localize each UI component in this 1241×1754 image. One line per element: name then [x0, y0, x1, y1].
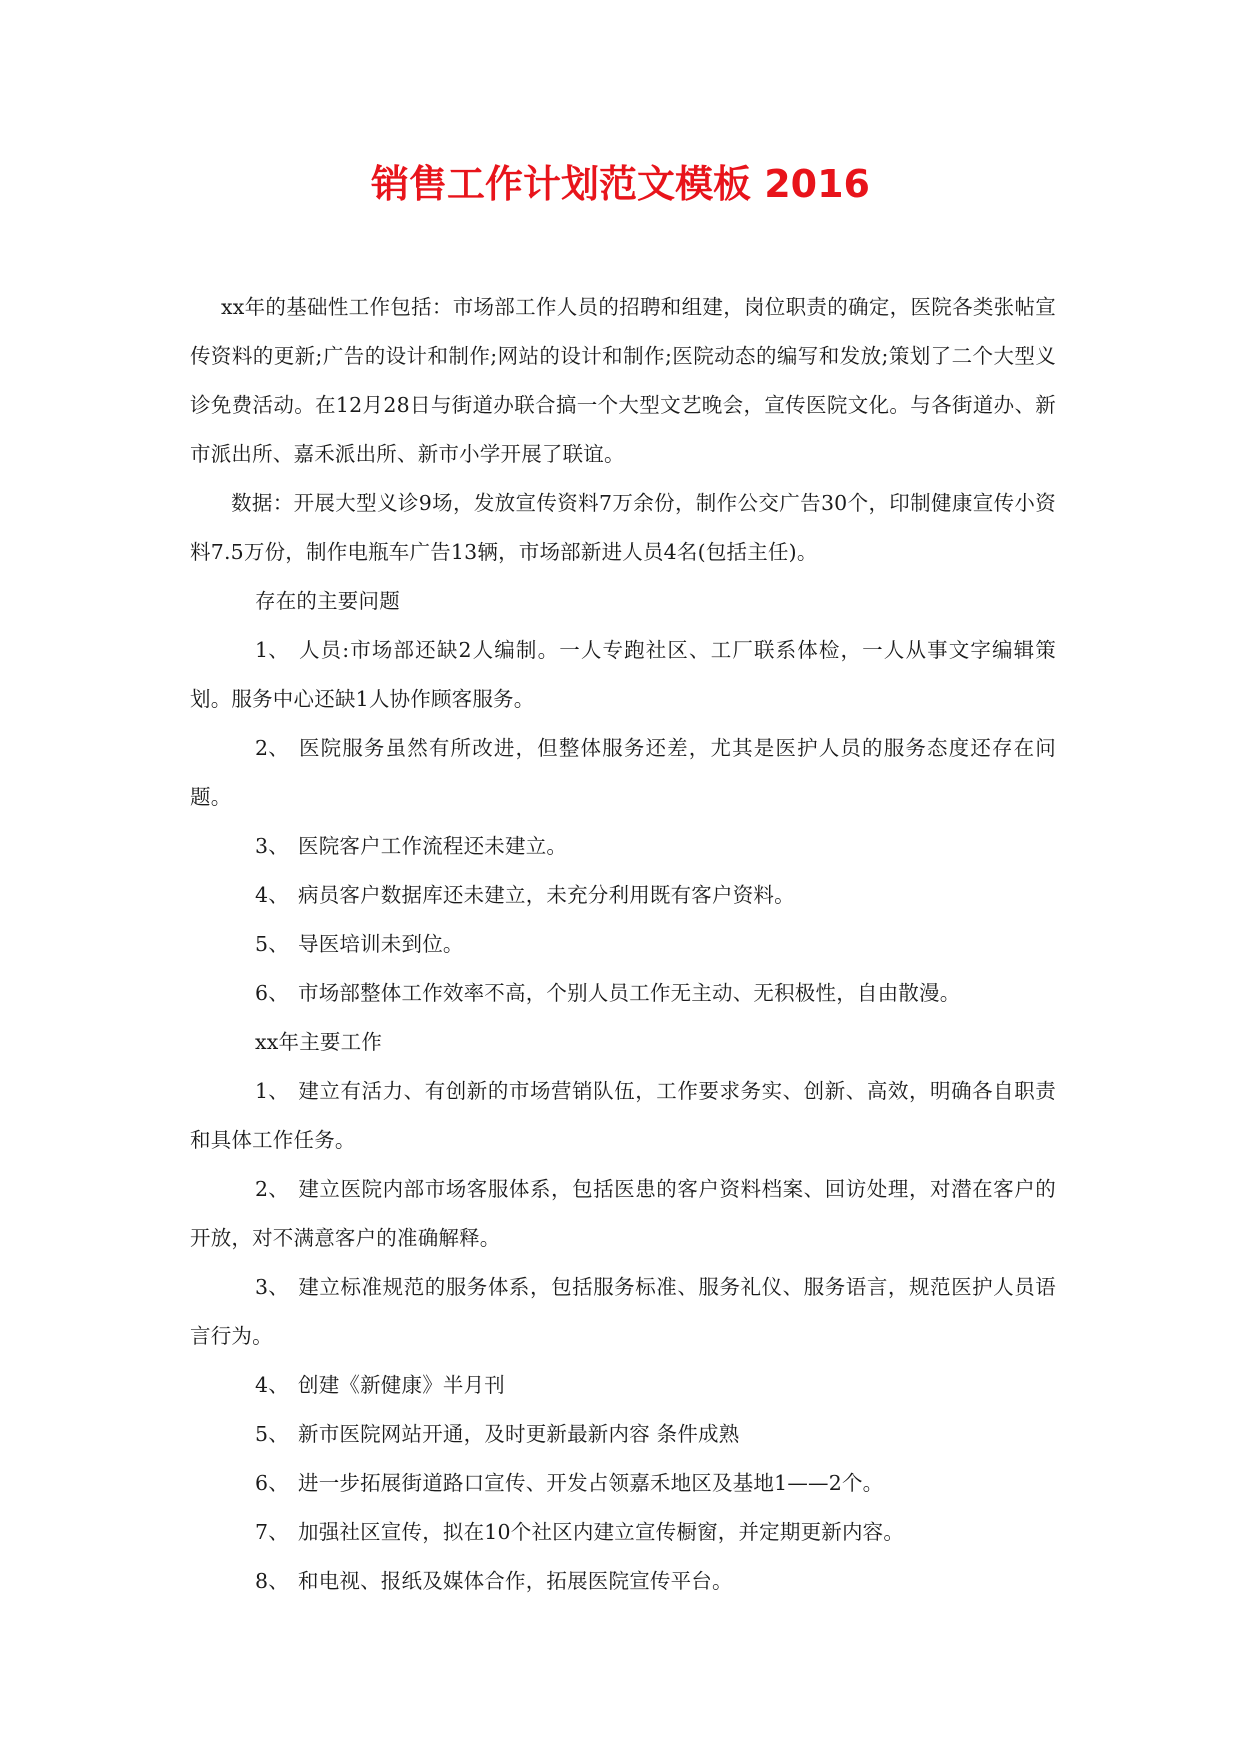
- list-item-number: 7、: [255, 1520, 289, 1544]
- document-body: [190, 283, 1056, 1606]
- list-item-text: 病员客户数据库还未建立，未充分利用既有客户资料。: [298, 883, 795, 907]
- tasks-heading: xx年主要工作: [255, 1030, 383, 1054]
- list-item-text: 医院客户工作流程还未建立。: [298, 834, 568, 858]
- list-item-text: 加强社区宣传，拟在10个社区内建立宣传橱窗，并定期更新内容。: [298, 1520, 905, 1544]
- list-item-text: 人员:市场部还缺2人编制。一人专跑社区、工厂联系体检，一人从事文字编辑策划。服务中心还缺1人协作顾客服务。: [190, 638, 1056, 711]
- list-item-number: 3、: [255, 1275, 289, 1299]
- data-paragraph: 数据：开展大型义诊9场，发放宣传资料7万余份，制作公交广告30个，印制健康宣传小资料7.5万份，制作电瓶车广告13辆，市场部新进人员4名(包括主任)。: [190, 491, 1056, 564]
- list-item-text: 建立有活力、有创新的市场营销队伍，工作要求务实、创新、高效，明确各自职责和具体工作任务。: [190, 1079, 1056, 1152]
- list-item-number: 2、: [255, 1177, 289, 1201]
- problems-heading: 存在的主要问题: [255, 589, 400, 613]
- list-item-text: 市场部整体工作效率不高，个别人员工作无主动、无积极性，自由散漫。: [298, 981, 961, 1005]
- list-item-text: 建立医院内部市场客服体系，包括医患的客户资料档案、回访处理，对潜在客户的开放，对不满意客户的准确解释。: [190, 1177, 1056, 1250]
- list-item-number: 5、: [255, 932, 289, 956]
- list-item-number: 4、: [255, 883, 289, 907]
- list-item: [190, 1263, 1056, 1361]
- list-item-number: 6、: [255, 1471, 289, 1495]
- list-item-text: 建立标准规范的服务体系，包括服务标准、服务礼仪、服务语言，规范医护人员语言行为。: [190, 1275, 1056, 1348]
- list-item: [190, 822, 1056, 871]
- list-item: [190, 1361, 1056, 1410]
- list-item-number: 8、: [255, 1569, 289, 1593]
- list-item-text: 创建《新健康》半月刊: [298, 1373, 505, 1397]
- list-item-text: 和电视、报纸及媒体合作，拓展医院宣传平台。: [298, 1569, 733, 1593]
- list-item-text: 新市医院网站开通，及时更新最新内容 条件成熟: [298, 1422, 740, 1446]
- list-item: [190, 871, 1056, 920]
- list-item: [190, 1459, 1056, 1508]
- list-item-number: 1、: [255, 1079, 289, 1103]
- list-item-text: 进一步拓展街道路口宣传、开发占领嘉禾地区及基地1——2个。: [298, 1471, 884, 1495]
- list-item-number: 6、: [255, 981, 289, 1005]
- list-item: [190, 1165, 1056, 1263]
- intro-paragraph: xx年的基础性工作包括：市场部工作人员的招聘和组建，岗位职责的确定，医院各类张帖宣传资料的更新;广告的设计和制作;网站的设计和制作;医院动态的编写和发放;策划了二个大型义诊免费活动。在12月28日与街道办联合搞一个大型文艺晚会，宣传医院文化。与各街道办、新市派出所、嘉禾派出所、新市小学开展了联谊。: [190, 295, 1056, 466]
- list-item-text: 医院服务虽然有所改进，但整体服务还差，尤其是医护人员的服务态度还存在问题。: [190, 736, 1056, 809]
- list-item: [190, 969, 1056, 1018]
- list-item: [190, 1410, 1056, 1459]
- list-item-number: 1、: [255, 638, 289, 662]
- list-item-number: 4、: [255, 1373, 289, 1397]
- list-item: [190, 920, 1056, 969]
- document-title: 销售工作计划范文模板 2016: [371, 162, 870, 206]
- list-item: [190, 1557, 1056, 1606]
- list-item: [190, 724, 1056, 822]
- tasks-list: [190, 1067, 1056, 1606]
- list-item: [190, 1508, 1056, 1557]
- list-item: [190, 626, 1056, 724]
- list-item-number: 2、: [255, 736, 289, 760]
- problems-list: [190, 626, 1056, 1018]
- list-item-text: 导医培训未到位。: [298, 932, 464, 956]
- list-item-number: 5、: [255, 1422, 289, 1446]
- list-item-number: 3、: [255, 834, 289, 858]
- list-item: [190, 1067, 1056, 1165]
